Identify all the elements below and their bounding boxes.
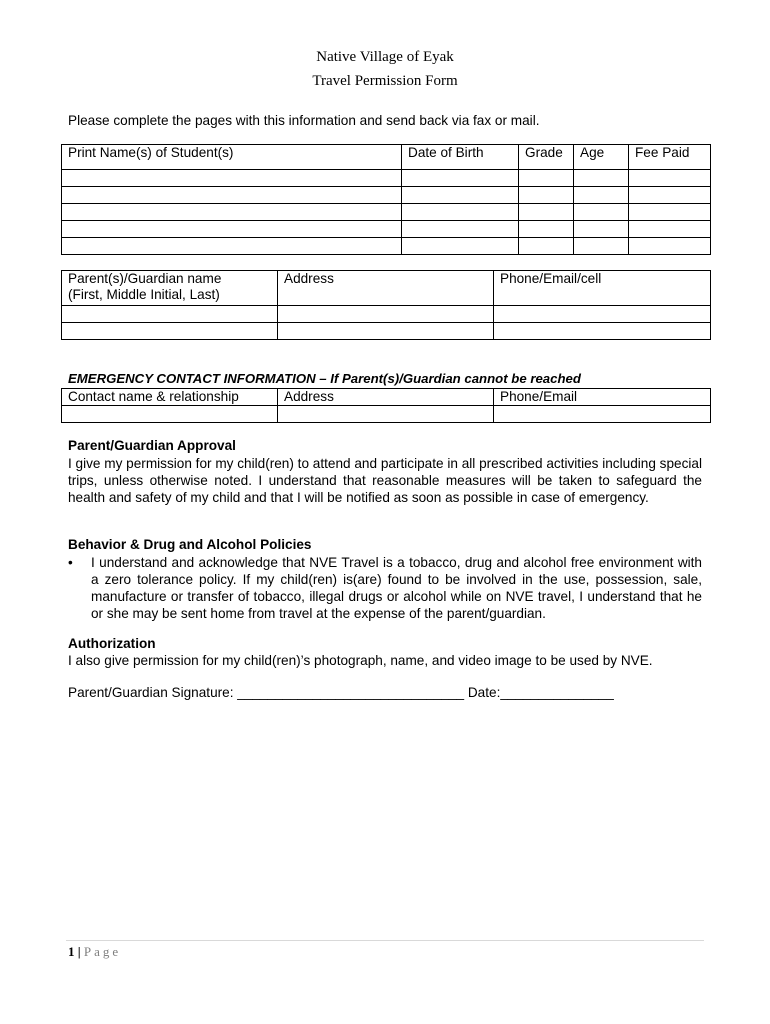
footer-divider xyxy=(66,940,704,941)
emergency-contact-heading: EMERGENCY CONTACT INFORMATION – If Parent(s)/Guardian cannot be reached xyxy=(68,371,581,386)
students-header-row xyxy=(62,145,711,170)
student-grade-field[interactable] xyxy=(519,221,574,238)
header-student-name: Print Name(s) of Student(s) xyxy=(62,145,402,170)
student-dob-field[interactable] xyxy=(402,221,519,238)
student-dob-field[interactable] xyxy=(402,187,519,204)
header-contact-phone: Phone/Email xyxy=(494,389,711,406)
student-age-field[interactable] xyxy=(574,170,629,187)
header-grade: Grade xyxy=(519,145,574,170)
student-fee-field[interactable] xyxy=(629,204,711,221)
guardian-address-field[interactable] xyxy=(278,306,494,323)
student-dob-field[interactable] xyxy=(402,170,519,187)
student-age-field[interactable] xyxy=(574,221,629,238)
emergency-table xyxy=(61,388,711,423)
bullet-icon: • xyxy=(68,555,73,570)
header-date-of-birth: Date of Birth xyxy=(402,145,519,170)
behavior-heading: Behavior & Drug and Alcohol Policies xyxy=(68,537,312,552)
guardian-table xyxy=(61,270,711,340)
guardian-address-field[interactable] xyxy=(278,323,494,340)
emergency-row xyxy=(62,406,711,423)
student-row xyxy=(62,238,711,255)
signature-line[interactable]: Parent/Guardian Signature: ______________________________ Date:_______________ xyxy=(68,685,614,700)
header-contact-name: Contact name & relationship xyxy=(62,389,278,406)
student-dob-field[interactable] xyxy=(402,238,519,255)
student-name-field[interactable] xyxy=(62,170,402,187)
header-guardian-name xyxy=(62,271,278,306)
student-row xyxy=(62,187,711,204)
header-guardian-contact: Phone/Email/cell xyxy=(494,271,711,306)
header-age: Age xyxy=(574,145,629,170)
student-fee-field[interactable] xyxy=(629,170,711,187)
emergency-name-field[interactable] xyxy=(62,406,278,423)
form-title: Travel Permission Form xyxy=(312,73,458,89)
guardian-name-label: Parent(s)/Guardian name xyxy=(68,271,222,286)
approval-heading: Parent/Guardian Approval xyxy=(68,438,236,453)
guardian-contact-field[interactable] xyxy=(494,323,711,340)
intro-instructions: Please complete the pages with this information and send back via fax or mail. xyxy=(68,113,540,128)
student-grade-field[interactable] xyxy=(519,187,574,204)
student-fee-field[interactable] xyxy=(629,238,711,255)
header-guardian-address: Address xyxy=(278,271,494,306)
organization-name: Native Village of Eyak xyxy=(316,49,454,65)
student-fee-field[interactable] xyxy=(629,187,711,204)
student-row xyxy=(62,204,711,221)
footer-separator: | xyxy=(77,944,81,959)
student-name-field[interactable] xyxy=(62,204,402,221)
authorization-text: I also give permission for my child(ren)’s photograph, name, and video image to be used by NVE. xyxy=(68,653,653,668)
guardian-header-row xyxy=(62,271,711,306)
guardian-contact-field[interactable] xyxy=(494,306,711,323)
student-grade-field[interactable] xyxy=(519,238,574,255)
student-age-field[interactable] xyxy=(574,204,629,221)
guardian-row xyxy=(62,323,711,340)
header-contact-address: Address xyxy=(278,389,494,406)
student-name-field[interactable] xyxy=(62,187,402,204)
student-grade-field[interactable] xyxy=(519,170,574,187)
students-table xyxy=(61,144,711,255)
student-age-field[interactable] xyxy=(574,187,629,204)
student-row xyxy=(62,221,711,238)
guardian-row xyxy=(62,306,711,323)
guardian-name-field[interactable] xyxy=(62,323,278,340)
student-grade-field[interactable] xyxy=(519,204,574,221)
page-footer xyxy=(68,944,121,960)
guardian-name-field[interactable] xyxy=(62,306,278,323)
student-age-field[interactable] xyxy=(574,238,629,255)
header-fee-paid: Fee Paid xyxy=(629,145,711,170)
guardian-name-format-hint: (First, Middle Initial, Last) xyxy=(68,287,220,302)
student-row xyxy=(62,170,711,187)
page-number: 1 xyxy=(68,944,75,959)
page-label: Page xyxy=(83,944,122,959)
student-name-field[interactable] xyxy=(62,221,402,238)
student-name-field[interactable] xyxy=(62,238,402,255)
emergency-phone-field[interactable] xyxy=(494,406,711,423)
emergency-header-row xyxy=(62,389,711,406)
approval-text: I give my permission for my child(ren) to attend and participate in all prescribed activities including special trips, unless otherwise noted. I understand that reasonable measures will be taken to safeguard the health and safety of my child and that I will be notified as soon as possible in case of emergency. xyxy=(68,456,702,505)
authorization-heading: Authorization xyxy=(68,636,156,651)
student-fee-field[interactable] xyxy=(629,221,711,238)
student-dob-field[interactable] xyxy=(402,204,519,221)
emergency-address-field[interactable] xyxy=(278,406,494,423)
behavior-policy-text: I understand and acknowledge that NVE Travel is a tobacco, drug and alcohol free environment with a zero tolerance policy. If my child(ren) is(are) found to be involved in the use, possession, sale, manufacture or transfer of tobacco, illegal drugs or alcohol while on NVE travel, I understand that he or she may be sent home from travel at the expense of the parent/guardian. xyxy=(91,555,702,621)
